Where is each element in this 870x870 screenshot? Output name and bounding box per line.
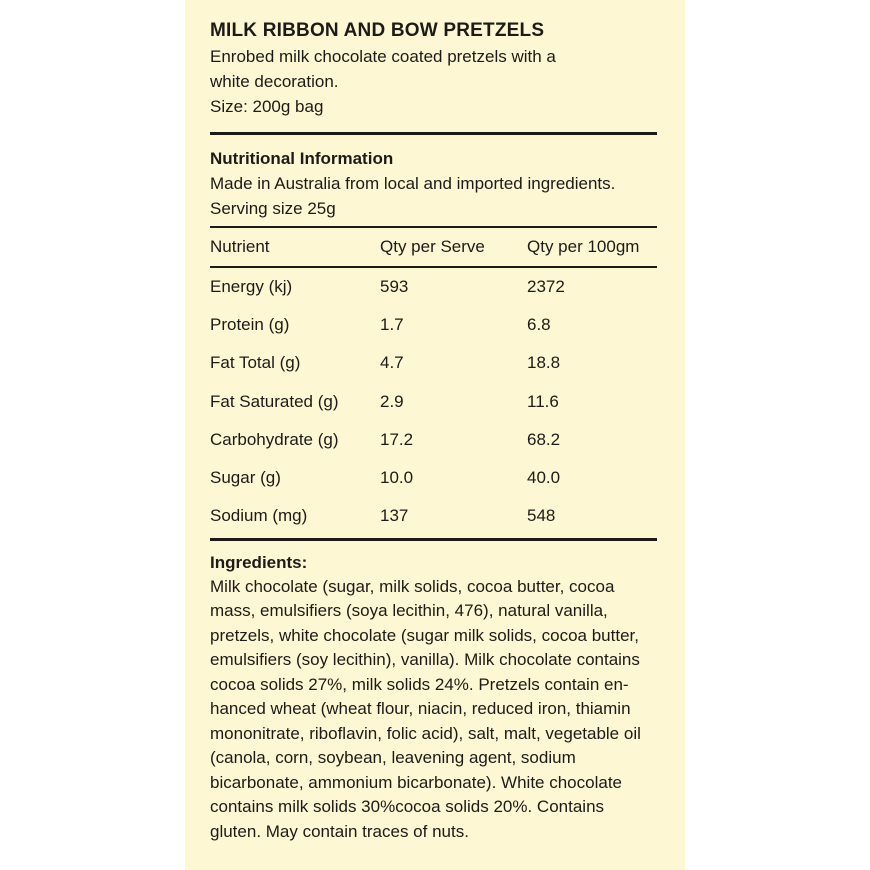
nutrient-name: Energy (kj): [210, 276, 293, 296]
product-description-line-2: white decoration.: [210, 72, 339, 91]
nutrient-name: Fat Saturated (g): [210, 391, 339, 411]
qty-per-serve: 137: [380, 506, 409, 526]
ingredients-line: pretzels, white chocolate (sugar milk solids, cocoa butter,: [210, 625, 639, 645]
nutrient-name: Fat Total (g): [210, 353, 301, 373]
nutrition-table-body: [210, 268, 657, 536]
divider: [210, 538, 657, 541]
qty-per-serve: 10.0: [380, 468, 414, 488]
ingredients-line: (canola, corn, soybean, leavening agent, sodium: [210, 748, 576, 768]
ingredients-line: gluten. May contain traces of nuts.: [210, 821, 469, 841]
nutrient-name: Sugar (g): [210, 468, 281, 488]
qty-per-100g: 40.0: [527, 468, 561, 488]
product-label: [185, 0, 685, 870]
product-description-line-1: Enrobed milk chocolate coated pretzels with a: [210, 47, 556, 66]
table-row: [210, 459, 657, 497]
ingredients-text: [210, 575, 657, 845]
nutrition-origin: Made in Australia from local and imported ingredients.: [210, 174, 616, 193]
qty-per-100g: 6.8: [527, 314, 551, 334]
qty-per-100g: 68.2: [527, 429, 561, 449]
nutrition-table-header: [210, 228, 657, 266]
nutrition-heading: Nutritional Information: [210, 149, 394, 168]
table-row: [210, 497, 657, 535]
qty-per-serve: 4.7: [380, 353, 404, 373]
table-row: [210, 382, 657, 420]
qty-per-100g: 11.6: [527, 391, 559, 411]
qty-per-serve: 1.7: [380, 314, 404, 334]
ingredients-heading: Ingredients:: [210, 552, 308, 572]
table-row: [210, 421, 657, 459]
ingredients-line: bicarbonate, ammonium bicarbonate). White chocolate: [210, 772, 622, 792]
table-row: [210, 306, 657, 344]
ingredients-line: emulsifiers (soy lecithin), vanilla). Milk chocolate contains: [210, 650, 640, 670]
table-row: [210, 344, 657, 382]
qty-per-100g: 548: [527, 506, 556, 526]
qty-per-100g: 2372: [527, 276, 565, 296]
table-row: [210, 268, 657, 306]
divider: [210, 132, 657, 135]
ingredients-line: Milk chocolate (sugar, milk solids, cocoa butter, cocoa: [210, 576, 615, 596]
product-title: MILK RIBBON AND BOW PRETZELS: [210, 20, 545, 41]
nutrient-name: Carbohydrate (g): [210, 429, 339, 449]
ingredients-line: contains milk solids 30%cocoa solids 20%. Contains: [210, 797, 605, 817]
product-size: Size: 200g bag: [210, 97, 324, 116]
ingredients-line: hanced wheat (wheat flour, niacin, reduced iron, thiamin: [210, 699, 631, 719]
column-header-per-100g: Qty per 100gm: [527, 237, 640, 256]
serving-size: Serving size 25g: [210, 199, 336, 218]
ingredients-line: cocoa solids 27%, milk solids 24%. Pretzels contain en-: [210, 674, 629, 694]
nutrient-name: Protein (g): [210, 314, 290, 334]
nutrient-name: Sodium (mg): [210, 506, 308, 526]
ingredients-line: mass, emulsifiers (soya lecithin, 476), natural vanilla,: [210, 601, 608, 621]
ingredients-line: mononitrate, riboflavin, folic acid), salt, malt, vegetable oil: [210, 723, 641, 743]
column-header-per-serve: Qty per Serve: [380, 237, 485, 256]
qty-per-100g: 18.8: [527, 353, 561, 373]
qty-per-serve: 593: [380, 276, 409, 296]
column-header-nutrient: Nutrient: [210, 237, 270, 256]
qty-per-serve: 17.2: [380, 429, 414, 449]
qty-per-serve: 2.9: [380, 391, 404, 411]
